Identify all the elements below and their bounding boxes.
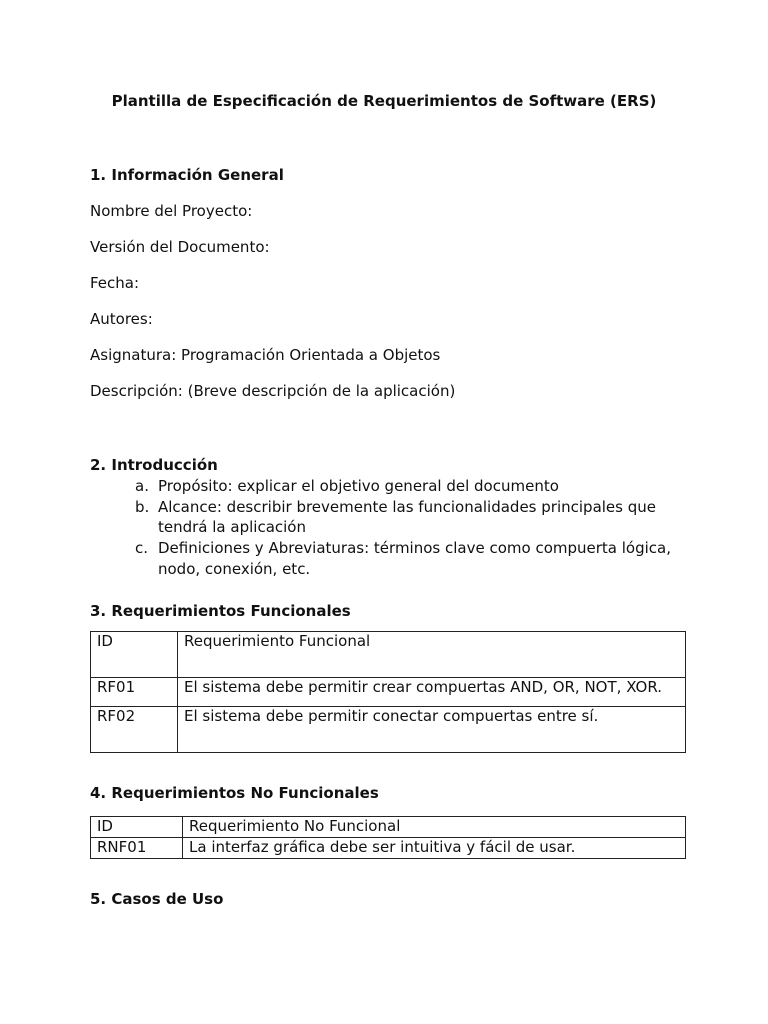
field-fecha: Fecha:	[90, 274, 140, 292]
table-cell-id: RF02	[91, 707, 178, 753]
list-item-proposito: Propósito: explicar el objetivo general del documento	[158, 477, 559, 495]
functional-requirements-table	[90, 631, 686, 753]
table-header-cell: Requerimiento Funcional	[178, 632, 686, 678]
list-item-alcance-cont: tendrá la aplicación	[158, 518, 306, 536]
field-asignatura: Asignatura: Programación Orientada a Objetos	[90, 346, 441, 364]
table-header-row	[91, 817, 686, 838]
table-row	[91, 678, 686, 707]
non-functional-requirements-table	[90, 816, 686, 859]
field-descripcion: Descripción: (Breve descripción de la aplicación)	[90, 382, 456, 400]
section-heading-casos-de-uso: 5. Casos de Uso	[90, 890, 224, 908]
field-version-documento: Versión del Documento:	[90, 238, 270, 256]
table-cell-id: RF01	[91, 678, 178, 707]
list-marker: b.	[135, 498, 150, 516]
table-header-cell: ID	[91, 817, 183, 838]
table-header-row	[91, 632, 686, 678]
document-title: Plantilla de Especificación de Requerimientos de Software (ERS)	[111, 92, 657, 110]
section-heading-requerimientos-no-funcionales: 4. Requerimientos No Funcionales	[90, 784, 379, 802]
table-cell-requirement: El sistema debe permitir crear compuertas AND, OR, NOT, XOR.	[178, 678, 686, 707]
table-cell-id: RNF01	[91, 838, 183, 859]
section-heading-introduccion: 2. Introducción	[90, 456, 218, 474]
list-item-definiciones: Definiciones y Abreviaturas: términos clave como compuerta lógica,	[158, 539, 671, 557]
table-row	[91, 707, 686, 753]
table-header-cell: Requerimiento No Funcional	[183, 817, 686, 838]
table-cell-requirement: El sistema debe permitir conectar compuertas entre sí.	[178, 707, 686, 753]
field-nombre-proyecto: Nombre del Proyecto:	[90, 202, 253, 220]
list-marker: a.	[135, 477, 149, 495]
list-item-alcance: Alcance: describir brevemente las funcionalidades principales que	[158, 498, 656, 516]
list-marker: c.	[135, 539, 149, 557]
list-item-definiciones-cont: nodo, conexión, etc.	[158, 560, 311, 578]
table-cell-requirement: La interfaz gráfica debe ser intuitiva y fácil de usar.	[183, 838, 686, 859]
section-heading-requerimientos-funcionales: 3. Requerimientos Funcionales	[90, 602, 351, 620]
table-row	[91, 838, 686, 859]
section-heading-informacion-general: 1. Información General	[90, 166, 284, 184]
table-header-cell: ID	[91, 632, 178, 678]
field-autores: Autores:	[90, 310, 153, 328]
